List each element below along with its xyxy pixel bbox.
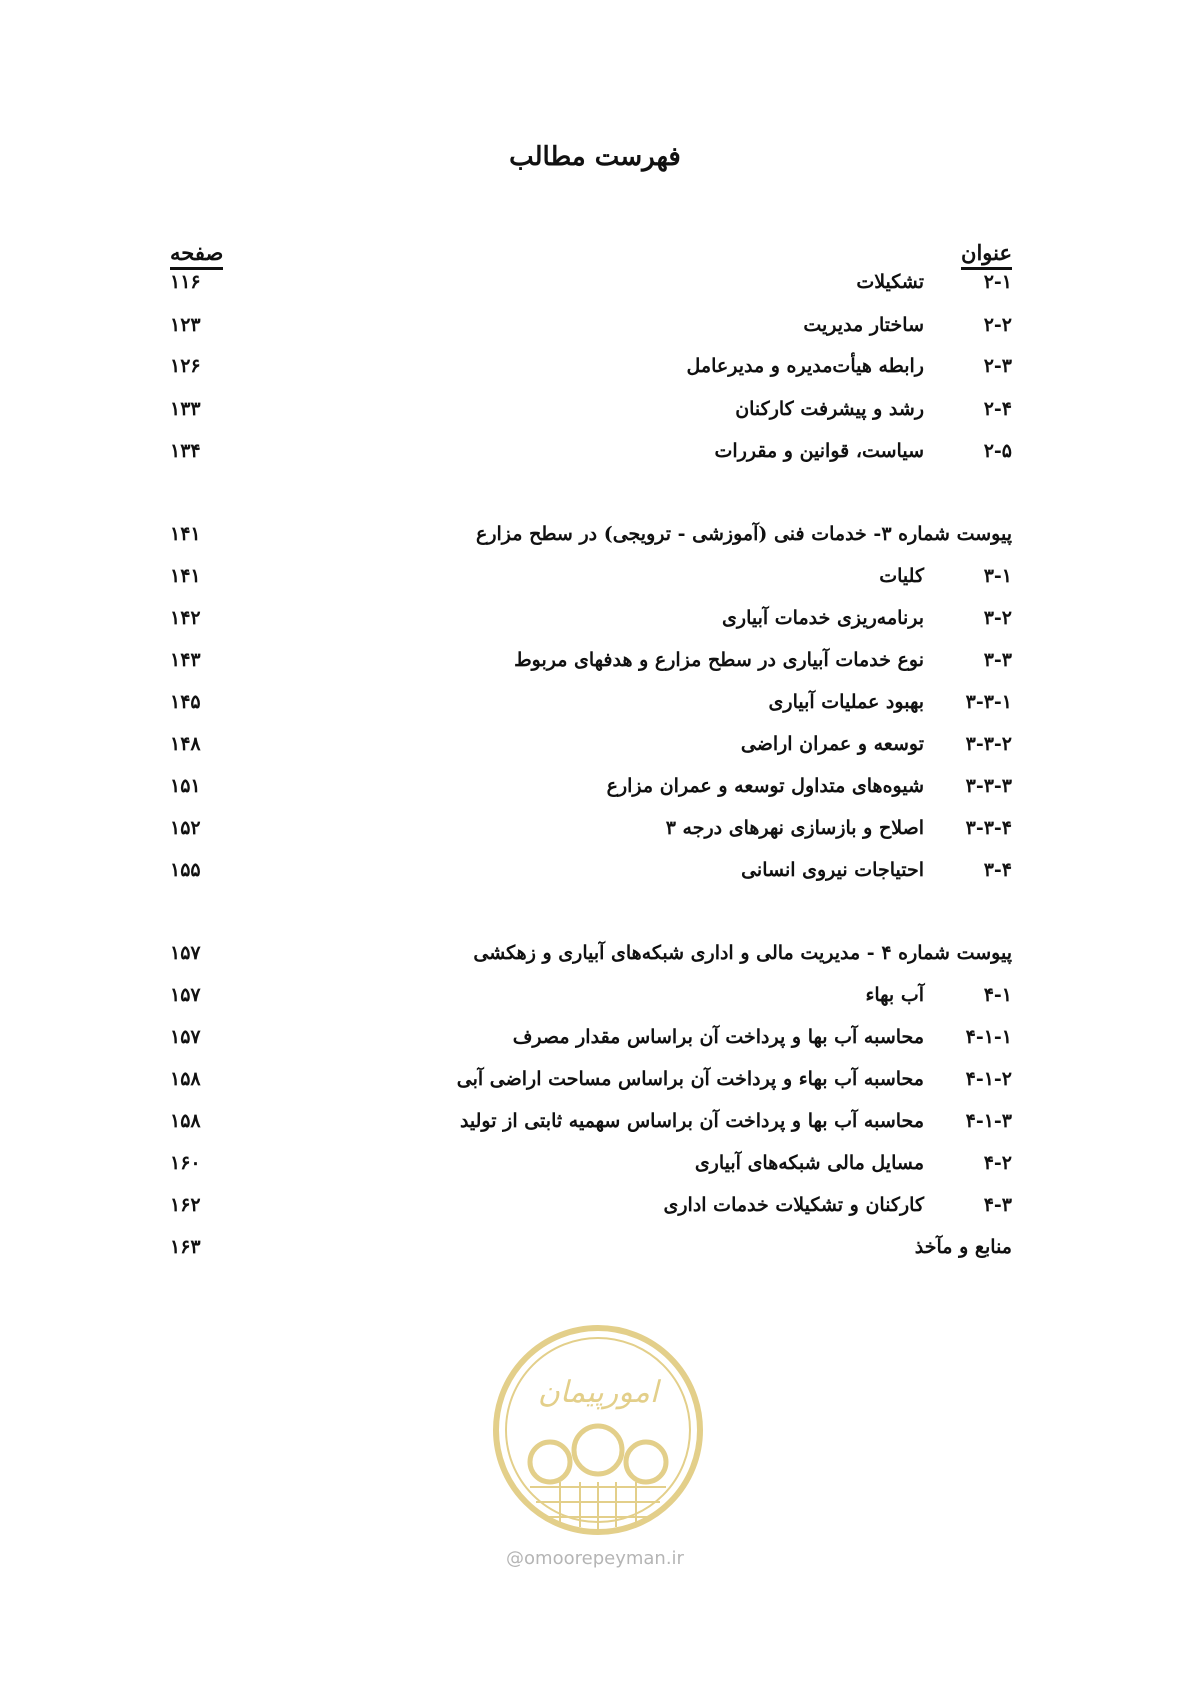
- toc-entry-page: ۱۵۸: [170, 1068, 201, 1090]
- toc-entry-title: کارکنان و تشکیلات خدمات اداری: [663, 1194, 924, 1216]
- watermark-url: @omoorepeyman.ir: [506, 1548, 684, 1569]
- toc-entry-title: بهبود عملیات آبیاری: [768, 691, 924, 713]
- toc-entry-title: ساختار مدیریت: [803, 314, 924, 336]
- toc-entry-number: ۴-۱-۱: [965, 1026, 1012, 1048]
- toc-entry-number: ۴-۲: [983, 1152, 1012, 1174]
- toc-entry-title: نوع خدمات آبیاری در سطح مزارع و هدفهای مربوط: [514, 649, 924, 671]
- toc-entry-page: ۱۲۶: [170, 355, 201, 377]
- toc-entry-page: ۱۵۷: [170, 942, 201, 964]
- toc-entry: [170, 975, 1012, 1015]
- toc-entry-page: ۱۶۰: [170, 1152, 201, 1174]
- toc-entry: [170, 262, 1012, 302]
- toc-entry-title: محاسبه آب بها و پرداخت آن براساس سهمیه ثابتی از تولید: [459, 1110, 924, 1132]
- toc-entry-title: تشکیلات: [856, 271, 924, 293]
- toc-entry: [170, 305, 1012, 345]
- toc-entry-page: ۱۵۷: [170, 1026, 201, 1048]
- toc-entry-page: ۱۲۳: [170, 314, 201, 336]
- toc-entry: [170, 1101, 1012, 1141]
- toc-entry-page: ۱۵۱: [170, 775, 201, 797]
- toc-entry-number: ۴-۱: [983, 984, 1012, 1006]
- toc-entry-title: پیوست شماره ۳- خدمات فنی (آموزشی - ترویجی) در سطح مزارع: [476, 523, 1012, 545]
- toc-entry: [170, 1227, 1012, 1267]
- toc-entry-page: ۱۳۳: [170, 398, 201, 420]
- toc-entry: [170, 766, 1012, 806]
- toc-entry-number: ۳-۳-۳: [965, 775, 1012, 797]
- toc-entry-number: ۳-۴: [983, 859, 1012, 881]
- toc-entry-page: ۱۵۵: [170, 859, 201, 881]
- toc-entry-number: ۴-۱-۲: [965, 1068, 1012, 1090]
- toc-entry-number: ۲-۳: [983, 355, 1012, 377]
- toc-entry-number: ۲-۲: [983, 314, 1012, 336]
- toc-entry-number: ۳-۲: [983, 607, 1012, 629]
- publisher-logo-watermark: [490, 1322, 706, 1538]
- toc-entry: [170, 346, 1012, 386]
- toc-entry-page: ۱۴۸: [170, 733, 201, 755]
- toc-entry-page: ۱۳۴: [170, 440, 201, 462]
- toc-entry-number: ۲-۵: [983, 440, 1012, 462]
- toc-entry: [170, 724, 1012, 764]
- toc-entry-page: ۱۴۱: [170, 523, 201, 545]
- toc-entry-title: محاسبه آب بها و پرداخت آن براساس مقدار مصرف: [512, 1026, 924, 1048]
- toc-entry-page: ۱۴۱: [170, 565, 201, 587]
- toc-entry-title: منابع و مآخذ: [914, 1236, 1012, 1258]
- toc-entry: [170, 598, 1012, 638]
- toc-entry-title: کلیات: [879, 565, 924, 587]
- toc-entry-title: پیوست شماره ۴ - مدیریت مالی و اداری شبکه‌های آبیاری و زهکشی: [473, 942, 1012, 964]
- toc-entry-title: برنامه‌ریزی خدمات آبیاری: [722, 607, 924, 629]
- toc-entry: [170, 1185, 1012, 1225]
- toc-entry-number: ۳-۳-۱: [965, 691, 1012, 713]
- toc-entry-page: ۱۵۲: [170, 817, 201, 839]
- toc-entry-number: ۳-۱: [983, 565, 1012, 587]
- svg-text:امورپیمان: امورپیمان: [537, 1375, 659, 1410]
- toc-entry-page: ۱۴۳: [170, 649, 201, 671]
- toc-entry-title: احتیاجات نیروی انسانی: [741, 859, 924, 881]
- toc-entry-title: اصلاح و بازسازی نهرهای درجه ۳: [665, 817, 924, 839]
- toc-entry: [170, 850, 1012, 890]
- toc-entry-number: ۲-۴: [983, 398, 1012, 420]
- toc-entry-page: ۱۴۲: [170, 607, 201, 629]
- toc-entry: [170, 682, 1012, 722]
- toc-entry: [170, 1059, 1012, 1099]
- toc-entry-title: رشد و پیشرفت کارکنان: [735, 398, 924, 420]
- page-column-header: صفحه: [170, 240, 223, 270]
- toc-entry-page: ۱۶۲: [170, 1194, 201, 1216]
- toc-entry-page: ۱۴۵: [170, 691, 201, 713]
- toc-entry-page: ۱۵۸: [170, 1110, 201, 1132]
- toc-entry: [170, 640, 1012, 680]
- toc-entry: [170, 933, 1012, 973]
- toc-entry-number: ۳-۳-۴: [965, 817, 1012, 839]
- toc-entry-page: ۱۱۶: [170, 271, 201, 293]
- toc-entry-number: ۳-۳-۲: [965, 733, 1012, 755]
- toc-entry-number: ۴-۳: [983, 1194, 1012, 1216]
- toc-entry: [170, 1143, 1012, 1183]
- toc-entry-page: ۱۵۷: [170, 984, 201, 1006]
- toc-entry-page: ۱۶۳: [170, 1236, 201, 1258]
- page-title: فهرست مطالب: [509, 142, 681, 172]
- toc-entry-title: مسایل مالی شبکه‌های آبیاری: [694, 1152, 924, 1174]
- toc-entry: [170, 514, 1012, 554]
- toc-entry: [170, 389, 1012, 429]
- toc-entry-number: ۴-۱-۳: [965, 1110, 1012, 1132]
- toc-entry: [170, 431, 1012, 471]
- toc-entry-title: توسعه و عمران اراضی: [740, 733, 924, 755]
- title-column-header: عنوان: [961, 240, 1012, 270]
- toc-entry: [170, 808, 1012, 848]
- toc-entry-title: آب بهاء: [865, 984, 924, 1006]
- toc-entry-number: ۲-۱: [983, 271, 1012, 293]
- toc-entry-number: ۳-۳: [983, 649, 1012, 671]
- toc-entry-title: محاسبه آب بهاء و پرداخت آن براساس مساحت اراضی آبی: [456, 1068, 924, 1090]
- toc-entry: [170, 1017, 1012, 1057]
- toc-entry-title: رابطه هیأت‌مدیره و مدیرعامل: [686, 355, 924, 377]
- toc-entry-title: شیوه‌های متداول توسعه و عمران مزارع: [606, 775, 924, 797]
- toc-entry-title: سیاست، قوانین و مقررات: [714, 440, 924, 462]
- toc-entry: [170, 556, 1012, 596]
